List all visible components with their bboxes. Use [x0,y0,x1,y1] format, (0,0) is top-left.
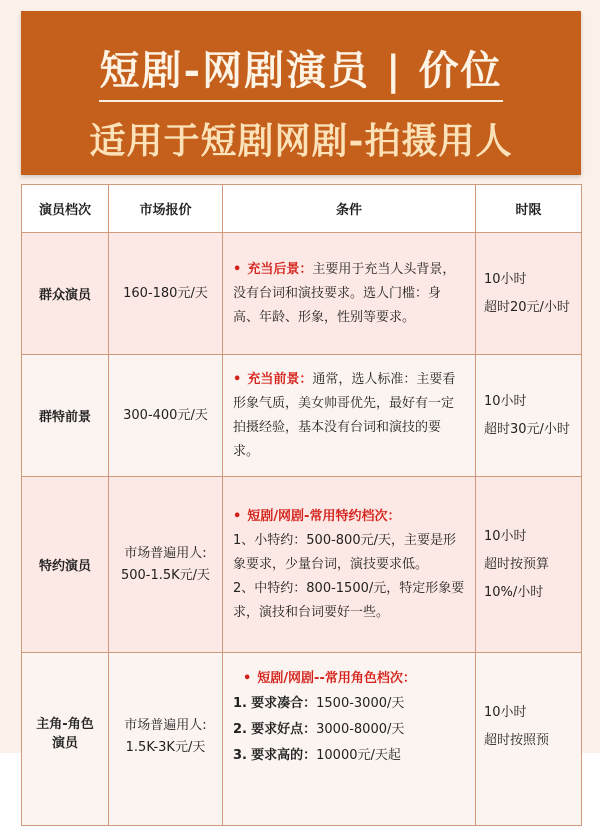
price-cell: 300-400元/天 [109,355,223,477]
time-overtime-rate: 10%/小时 [484,584,544,600]
time-overtime: 超时20元/小时 [484,299,570,315]
list-item: 2. 要求好点：3000-8000/天 [233,722,405,737]
condition-tag: 充当后景： [247,261,313,277]
header-tier: 演员档次 [22,185,109,233]
condition-text: 主要用于充当人头背景，没有台词和演技要求。选人门槛：身高、年龄、形象，性别等要求。 [233,261,456,325]
tier-cell: 群众演员 [22,233,109,355]
time-overtime: 超时按照预 [484,733,550,748]
price-line: 500-1.5K元/天 [120,567,211,583]
condition-cell [223,653,476,826]
tier-cell: 特约演员 [22,477,109,653]
condition-item: 1、小特约：500-800元/天，主要是形象要求，少量台词，演技要求低。 [233,532,456,572]
title-divider [99,100,503,102]
time-cell [476,355,582,477]
bullet-icon: • [233,371,242,387]
table-row [22,653,582,826]
list-item: 3. 要求高的：10000元/天起 [233,748,401,763]
price-cell: 160-180元/天 [109,233,223,355]
time-hours: 10小时 [484,705,527,720]
price-line: 市场普遍用人: [124,545,207,561]
table-row [22,355,582,477]
table-row [22,477,582,653]
tier-line: 主角-角色 [36,717,94,732]
tier-cell [22,653,109,826]
header-condition: 条件 [223,185,476,233]
page-subtitle: 适用于短剧网剧-拍摄用人 [89,120,513,162]
condition-text: 通常，选人标准：主要看形象气质，美女帅哥优先，最好有一定拍摄经验，基本没有台词和演技的要求。 [233,371,456,459]
header-price: 市场报价 [109,185,223,233]
list-item: 1. 要求凑合：1500-3000/天 [233,696,405,711]
price-cell [109,653,223,826]
condition-cell [223,355,476,477]
bullet-icon: • [233,508,242,524]
time-cell [476,477,582,653]
tier-cell: 群特前景 [22,355,109,477]
tier-line: 演员 [51,736,78,751]
table-header-row [22,185,582,233]
time-hours: 10小时 [484,393,527,409]
bullet-icon: • [233,261,242,277]
condition-tag: 充当前景： [247,371,313,387]
condition-tag: 短剧/网剧--常用角色档次： [257,671,416,686]
condition-cell [223,233,476,355]
time-cell [476,653,582,826]
time-hours: 10小时 [484,271,527,287]
time-cell [476,233,582,355]
condition-cell [223,477,476,653]
header-banner [21,11,581,175]
condition-tag: 短剧/网剧-常用特约档次： [247,508,401,524]
page-title: 短剧-网剧演员 | 价位 [99,47,503,94]
time-overtime: 超时按预算 [484,556,550,572]
price-cell [109,477,223,653]
table-row [22,233,582,355]
condition-item: 2、中特约：800-1500/元，特定形象要求，演技和台词要好一些。 [233,580,465,620]
header-time: 时限 [476,185,582,233]
bullet-icon: • [243,671,252,686]
price-line: 市场普遍用人: [124,718,207,733]
time-overtime: 超时30元/小时 [484,421,570,437]
price-line: 1.5K-3K元/天 [125,740,206,755]
price-table [21,184,582,826]
time-hours: 10小时 [484,528,527,544]
